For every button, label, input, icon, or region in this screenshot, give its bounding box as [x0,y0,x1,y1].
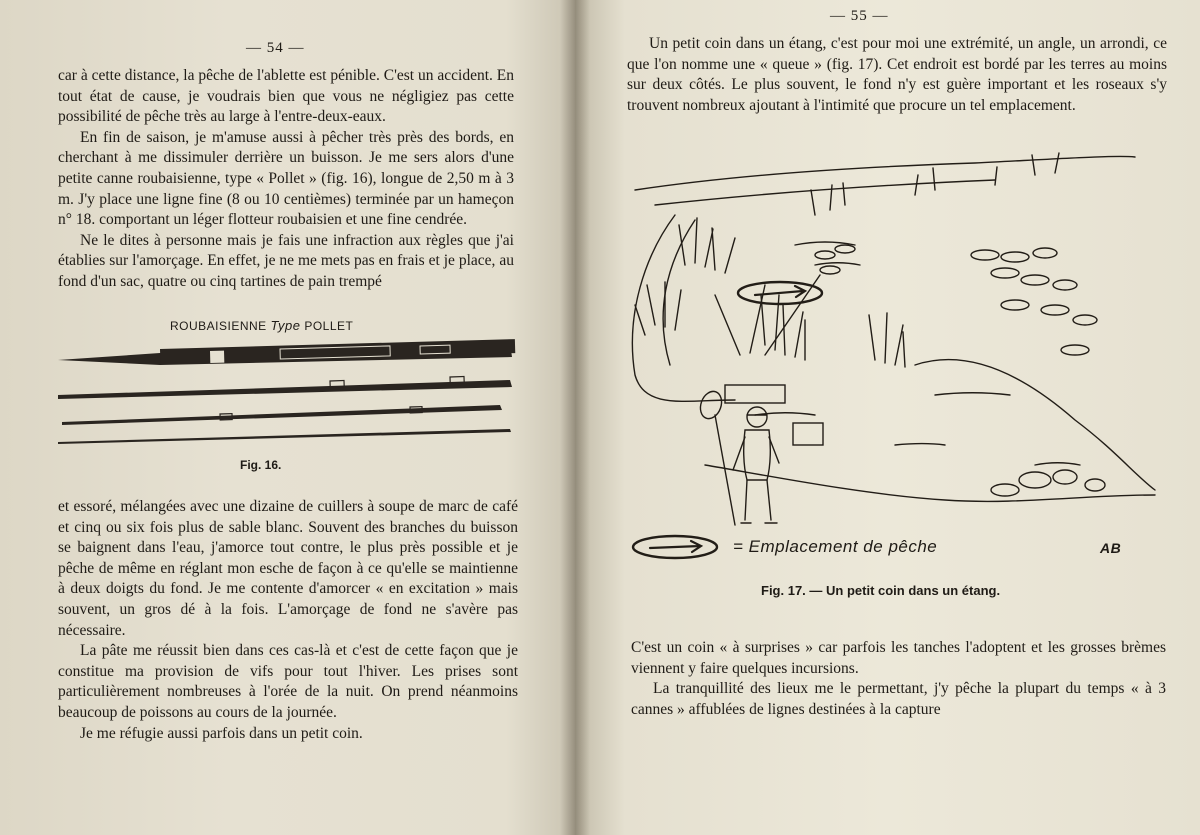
rod-segment-2 [58,377,512,399]
page-number-right: — 55 — [830,8,889,24]
left-page [0,0,575,835]
right-shoreline [915,360,1155,490]
paragraph: Un petit coin dans un étang, c'est pour moi une extrémité, un angle, un arrondi, ce que l'on nomme une « queue » (fig. 17). Cet endroit est bordé par les terres au moins sur deux côtés. Le plus souvent, le fond n'y est guère important et les roseaux s'y trouvent nombreux ajoutant à l'intimité que procure un tel emplacement. [627,35,1167,114]
right-page [575,0,1200,835]
figure-title-type: Type [270,318,301,333]
paragraph: Je me réfugie aussi parfois dans un petit coin. [80,724,363,742]
fishing-rod-illustration [40,335,560,455]
paragraph: En fin de saison, je m'amuse aussi à pêcher très près des bords, en cherchant à me dissimuler derrière un buisson. Je me sers alors d'une petite canne roubaisienne, type « Pollet » (fig. 16), longue de 2,50 m à 3 m. J'y place une ligne fine (8 ou 10 centièmes) terminée par un hameçon n° 18. comportant un léger flotteur roubaisien et une fine cendrée. [58,128,514,229]
right-text-bottom [631,638,1166,720]
page-number-left: — 54 — [246,40,305,56]
legend-label: = Emplacement de pêche [733,537,938,556]
illustrator-signature: AB [1100,540,1122,556]
paragraph: La pâte me réussit bien dans ces cas-là et c'est de cette façon que je constitue ma provision de vifs pour tout l'hiver. Les prises sont particulièrement nombreuses à l'orée de la nuit. On prend néanmoins beaucoup de poissons au cours de la journée. [58,642,518,721]
figure-title-main: ROUBAISIENNE [170,319,267,333]
paragraph: et essoré, mélangées avec une dizaine de cuillers à soupe de marc de café et cinq ou six fois plus de sable blanc. Souvent des branches du buisson se baignent dans l'eau, j'amorce tout contre, le plus près possible et je pêche de même en réglant mon esche de façon à ce qu'elle se maintienne à deux doigts du fond. Je me contente d'amorcer « en excitation » mais souvent, un gros dé à la fois. L'amorçage de fond ne s'avère pas nécessaire. [58,498,518,639]
rod-segment-1 [58,339,515,365]
right-text-top [627,34,1167,116]
paragraph: Ne le dites à personne mais je fais une infraction aux règles que j'ai établies sur l'amorçage. En effet, je ne me mets pas en frais et je place, au fond d'un sac, quatre ou cinq tartines de pain trempé [58,231,514,290]
rod-segment-4 [58,429,511,444]
pond-illustration [615,145,1175,565]
curving-bank [632,215,735,401]
figure-16-title [170,318,353,333]
left-text-bottom [58,497,518,744]
figure-17-caption: Fig. 17. — Un petit coin dans un étang. [761,583,1001,598]
paragraph: La tranquillité des lieux me le permettant, j'y pêche la plupart du temps « à 3 cannes » affublées de lignes destinées à la capture [631,680,1166,718]
paragraph: C'est un coin « à surprises » car parfois les tanches l'adoptent et les grosses brèmes viennent y faire quelques incursions. [631,639,1166,677]
figure-16-caption: Fig. 16. [240,458,282,472]
rod-segment-3 [62,405,502,425]
left-text-top [58,66,514,293]
paragraph: car à cette distance, la pêche de l'ablette est pénible. C'est un accident. En tout état de cause, je voudrais bien que vous ne négligiez pas cette possibilité de pêche très au large à l'entre-deux-eaux. [58,67,514,126]
figure-title-name: POLLET [304,319,354,333]
fisherman-figure [733,407,779,523]
